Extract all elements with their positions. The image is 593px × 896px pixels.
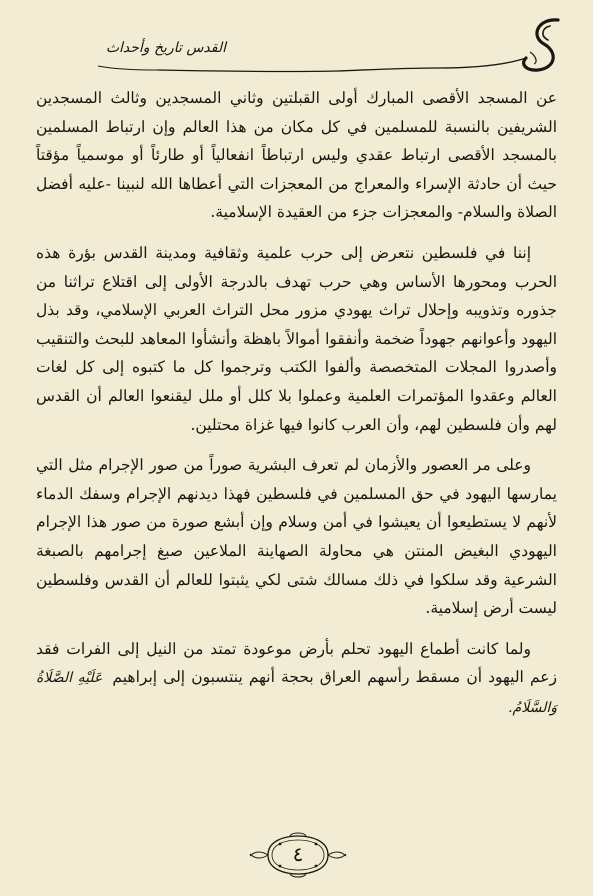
running-header — [38, 14, 578, 76]
paragraph-3: وعلى مر العصور والأزمان لم تعرف البشرية صوراً من صور الإجرام مثل التي يمارسها اليهود في حق المسلمين في فلسطين فهذا ديدنهم الإجرام وسفك الدماء لأنهم لا يستطيعوا أن يعيشوا في أمن وسلام وإن أبشع صورة من صور هذا الإجرام اليهودي البغيض المنتن هي محاولة الصهاينة الملاعين صبغ إجرامهم بالصبغة الشرعية وقد سلكوا في ذلك مسالك شتى لكي يثبتوا للعالم أن القدس وفلسطين ليست أرض إسلامية. — [36, 456, 557, 618]
paragraph-4-text: ولما كانت أطماع اليهود تحلم بأرض موعودة تمتد من النيل إلى الفرات فقد زعم اليهود أن مسقط رأسهم العراق بحجة أنهم ينتسبون إلى إبراهيم — [36, 639, 557, 687]
paragraph-4 — [36, 635, 557, 723]
peace-phrase: عَلَيْهِ الصَّلَاةُ وَالسَّلَامُ. — [36, 670, 557, 716]
running-title: القدس تاريخ وأحداث — [105, 40, 226, 56]
page-footer — [246, 830, 350, 880]
paragraph-2: إننا في فلسطين نتعرض إلى حرب علمية وثقافية ومدينة القدس بؤرة هذه الحرب ومحورها الأساس وهي حرب تهدف بالدرجة الأولى إلى اقتلاع تراثنا من جذوره وتذويبه وإحلال تراث يهودي مزور محل التراث العربي الإسلامي، وقد بذل اليهود وأعوانهم جهوداً ضخمة وأنفقوا أموالاً باهظة وأنشأوا المعاهد للبحث والتنقيب وأصدروا المجلات المتخصصة وألفوا الكتب وترجموا كل ما كتبوه إلى كل لغات العالم وعقدوا المؤتمرات العلمية وعملوا بلا كلل أو ملل ليقنعوا العالم أن القدس لهم وأن فلسطين لهم، وأن العرب كانوا فيها غزاة محتلين. — [36, 243, 557, 434]
paragraph-1: عن المسجد الأقصى المبارك أولى القبلتين وثاني المسجدين وثالث المسجدين الشريفين بالنسبة للمسلمين في كل مكان من هذا العالم وإن ارتباط المسلمين بالمسجد الأقصى ارتباط عقدي وليس ارتباطاً انفعالياً أو طارئاً أو موسمياً مؤقتاً حيث أن حادثة الإسراء والمعراج من المعجزات التي أعطاها الله لنبينا -عليه أفضل الصلاة والسلام- والمعجزات جزء من العقيدة الإسلامية. — [36, 89, 557, 222]
page-number: ٤ — [292, 842, 304, 866]
body-text — [36, 84, 557, 722]
